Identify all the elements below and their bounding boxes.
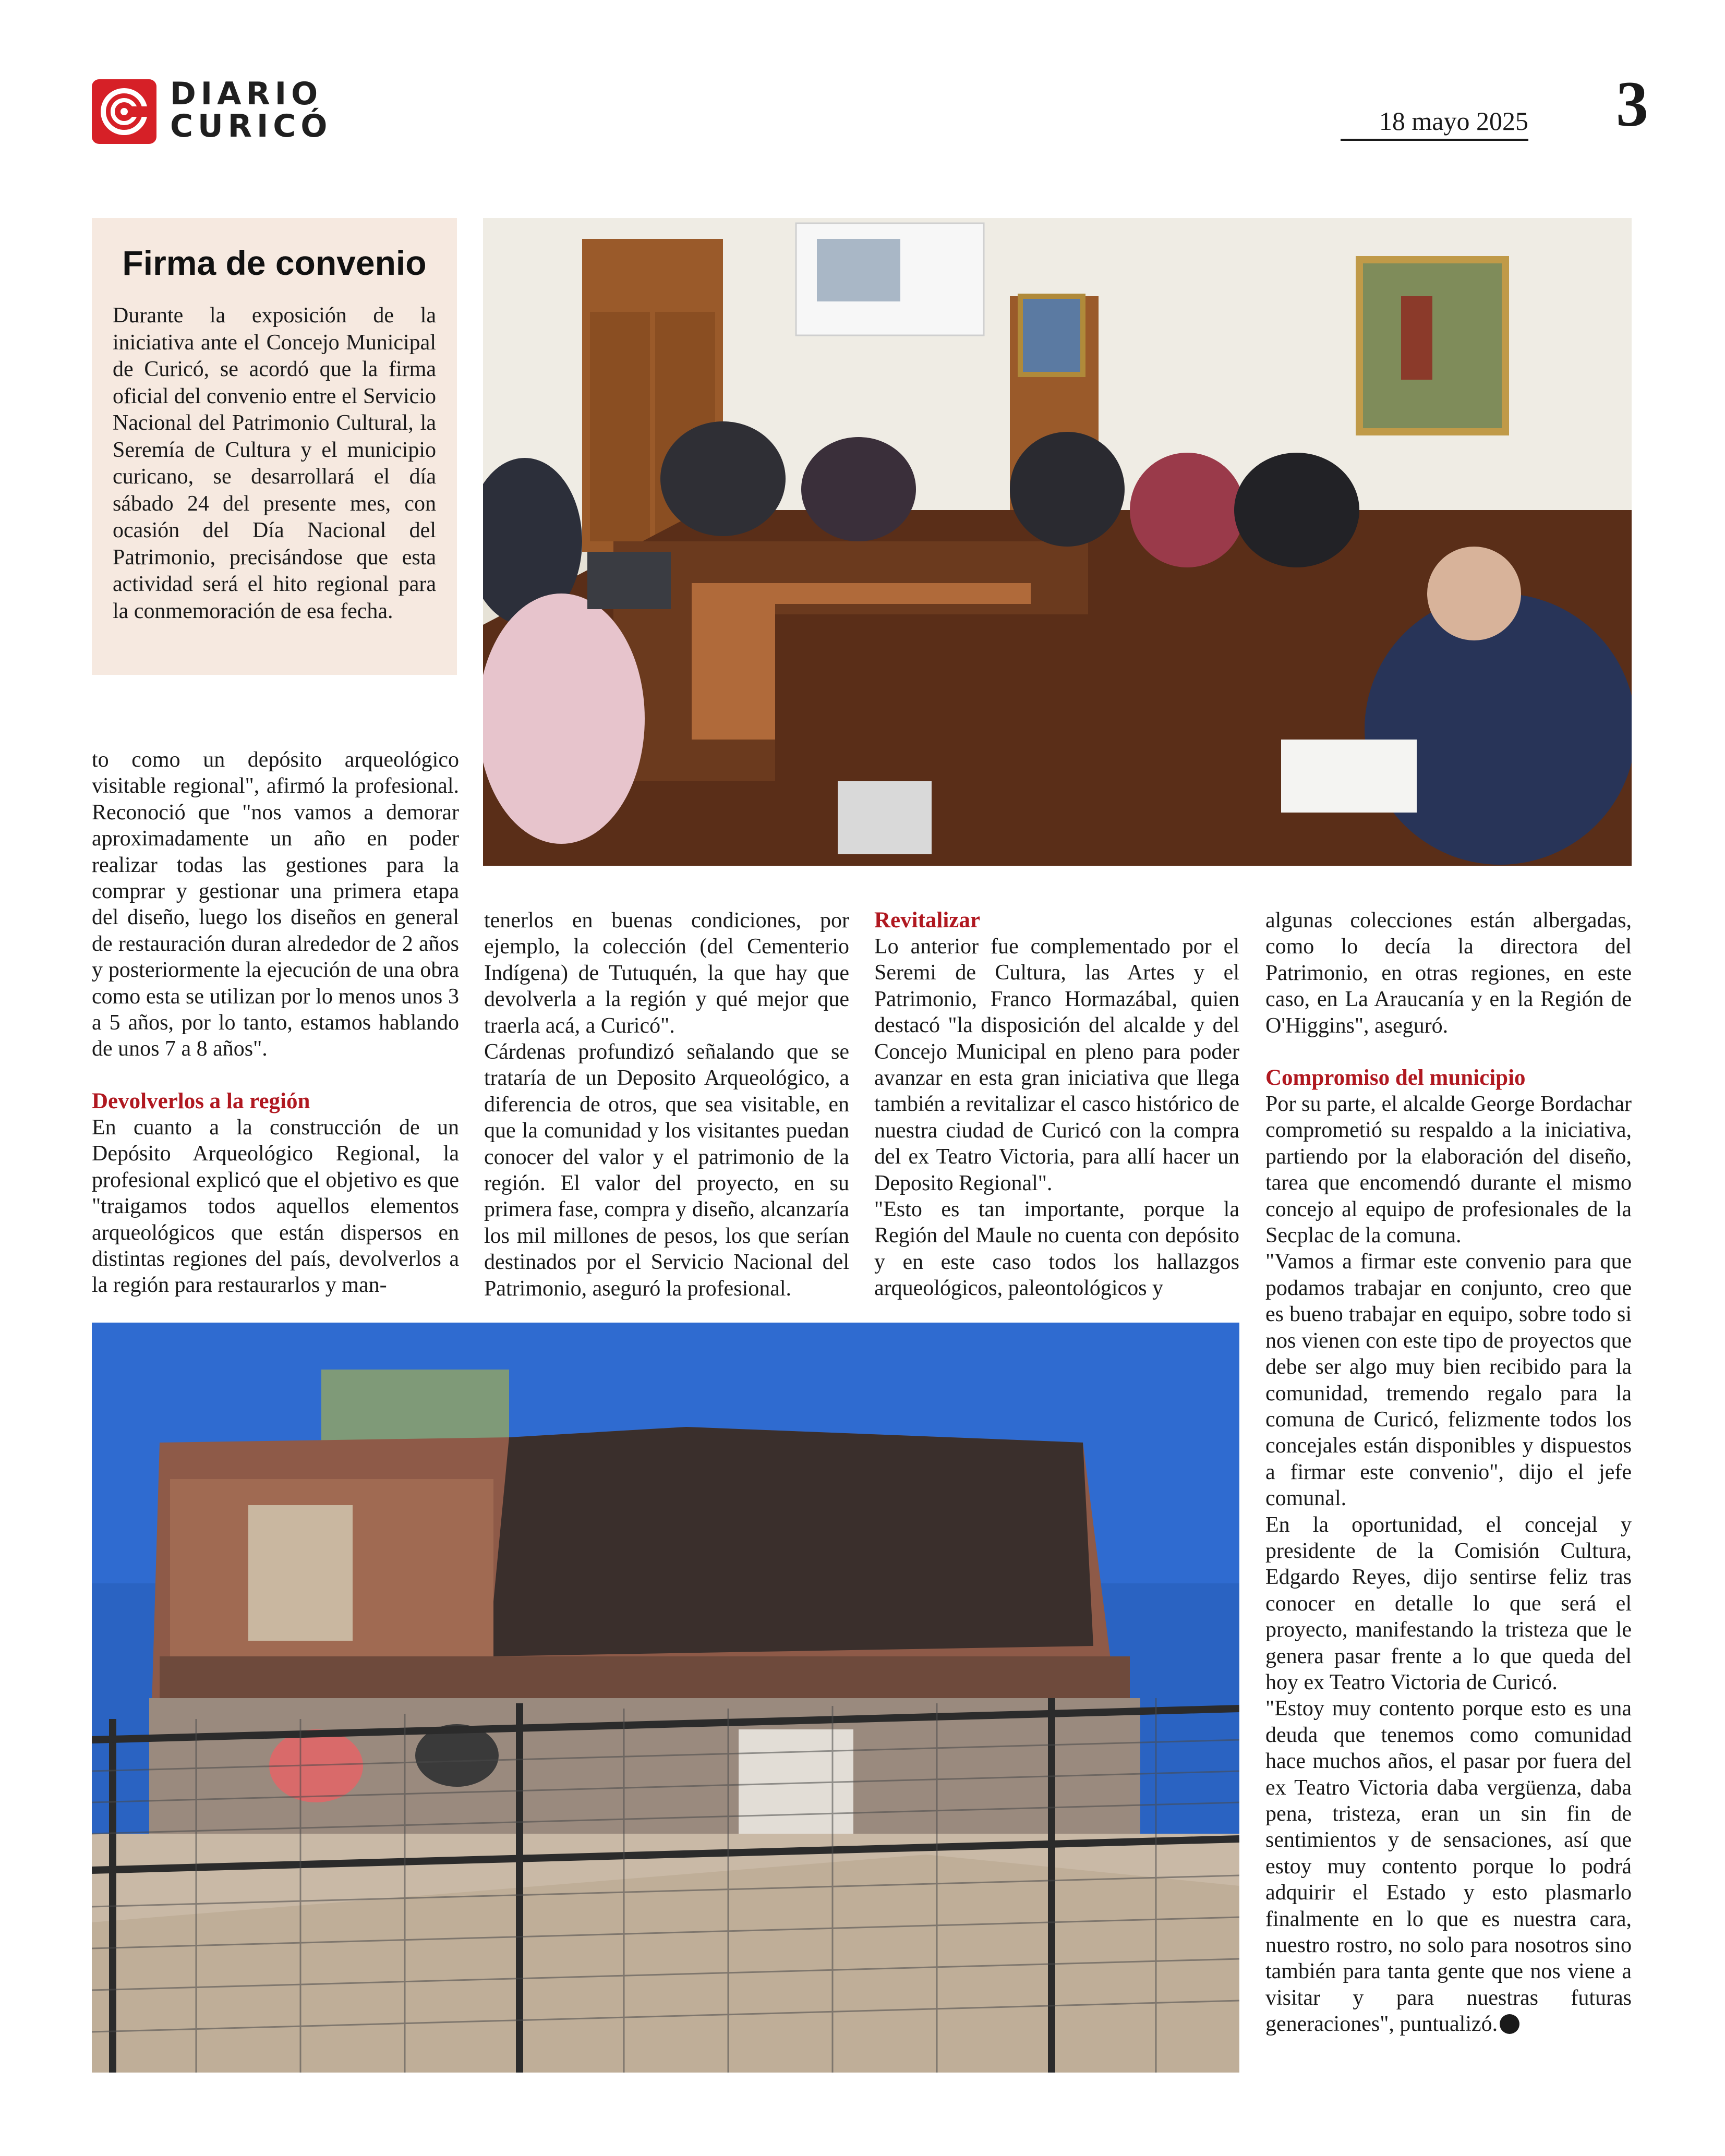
article-column-1: [92, 747, 459, 1299]
paragraph: algunas colecciones están albergadas, como lo decía la directora del Patrimonio, en otras regiones, en este caso, en La Araucanía y en la Región de O'Higgins", aseguró.: [1265, 909, 1632, 1038]
paragraph-text: "Estoy muy contento porque esto es una deuda que tenemos como comunidad hace muchos años, el pasar por fuera del ex Teatro Victoria daba vergüenza, daba pena, tristeza, eran un sin fin de sentimientos y de sensaciones, así que estoy muy contento porque lo podrá adquirir el Estado y esto plasmarlo finalmente en lo que es nuestra cara, nuestro rostro, no solo para nosotros sino también para tanta gente que nos viene a visitar y para nuestras futuras generaciones", puntualizó.: [1265, 1697, 1632, 2037]
subheading: Compromiso del municipio: [1265, 1065, 1526, 1091]
article-column-4: [1265, 907, 1632, 2038]
sidebar-title: Firma de convenio: [122, 244, 427, 282]
article-column-2: [484, 907, 849, 1302]
issue-date: 18 mayo 2025: [1341, 106, 1528, 141]
subheading: Revitalizar: [874, 908, 980, 932]
paragraph: Lo anterior fue complementado por el Seremi de Cultura, las Artes y el Patrimonio, Franco Hormazábal, quien destacó "la disposición del alcalde y del Concejo Municipal en pleno para poder avanzar en esta gran iniciativa que llega también a revitalizar el casco histórico de nuestra ciudad de Curicó con la compra del ex Teatro Victoria, para allí hacer un Deposito Regional".: [874, 935, 1239, 1195]
sidebar-body: Durante la exposición de la iniciativa ante el Concejo Municipal de Curicó, se acordó que la firma oficial del convenio entre el Servicio Nacional del Patrimonio Cultural, la Seremía de Cultura y el municipio curicano, se desarrollará el día sábado 24 del presente mes, con ocasión del Día Nacional del Patrimonio, precisándose que esta actividad será el hito regional para la conmemoración de esa fecha.: [113, 304, 436, 623]
teatro-victoria-photo: [92, 1323, 1239, 2073]
logo-wordmark-line2: CURICÓ: [170, 108, 332, 144]
logo-icon: [92, 79, 156, 144]
article-column-3: [874, 907, 1239, 1302]
paragraph: En cuanto a la construcción de un Depósito Arqueológico Regional, la profesional explicó que el objetivo es que "traigamos todos aquellos elementos arqueológicos que están dispersos en distintas regiones del país, devolverlos a la región para restaurarlos y man-: [92, 1115, 459, 1298]
sidebar-box: [92, 218, 457, 675]
page-number: 3: [1616, 68, 1648, 140]
paragraph: tenerlos en buenas condiciones, por ejemplo, la colección (del Cementerio Indígena) de Tutuquén, la que hay que devolverla a la región y qué mejor que traerla acá, a Curicó".: [484, 909, 849, 1038]
subheading: Devolverlos a la región: [92, 1088, 310, 1113]
paragraph: "Vamos a firmar este convenio para que podamos trabajar en conjunto, creo que es bueno trabajar en equipo, sobre todo si nos vienen con este tipo de proyectos que debe ser algo muy bien recibido para la comunidad, tremendo regalo para la comuna de Curicó, felizmente todos los concejales están disponibles y dispuestos a firmar este convenio", dijo el jefe comunal.: [1265, 1250, 1632, 1511]
paragraph: to como un depósito arqueológico visitable regional", afirmó la profesional. Reconoció que "nos vamos a demorar aproximadamente un año en poder realizar todas las gestiones para la comprar y gestionar una primera etapa del diseño, luego los diseños en general de restauración duran alrededor de 2 años y posteriormente la ejecución de una obra como esta se utilizan por lo menos unos 3 a 5 años, por lo tanto, estamos hablando de unos 7 a 8 años".: [92, 748, 459, 1061]
logo-wordmark-line1: DIARIO: [170, 76, 323, 112]
paragraph: "Esto es tan importante, porque la Región del Maule no cuenta con depósito y en este caso todos los hallazgos arqueológicos, paleontológicos y: [874, 1197, 1239, 1301]
end-of-article-icon: [1500, 2014, 1519, 2034]
paragraph: Por su parte, el alcalde George Bordachar comprometió su respaldo a la iniciativa, partiendo por la elaboración del diseño, tarea que encomendó durante el mismo concejo al equipo de profesionales de la Secplac de la comuna.: [1265, 1092, 1632, 1248]
paragraph: [1265, 1695, 1632, 2037]
paragraph: Cárdenas profundizó señalando que se trataría de un Deposito Arqueológico, a diferencia de otros, que sea visitable, en que la comunidad y los visitantes puedan conocer del valor y el patrimonio de la región. El valor del proyecto, en su primera fase, compra y diseño, alcanzaría los mil millones de pesos, los que serían destinados por el Servicio Nacional del Patrimonio, aseguró la profesional.: [484, 1040, 849, 1301]
paragraph: En la oportunidad, el concejal y presidente de la Comisión Cultura, Edgardo Reyes, dijo sentirse feliz tras conocer en detalle lo que será el proyecto, manifestando la tristeza que le genera pasar frente a lo que queda del hoy ex Teatro Victoria de Curicó.: [1265, 1512, 1632, 1694]
council-meeting-photo: [483, 218, 1632, 866]
